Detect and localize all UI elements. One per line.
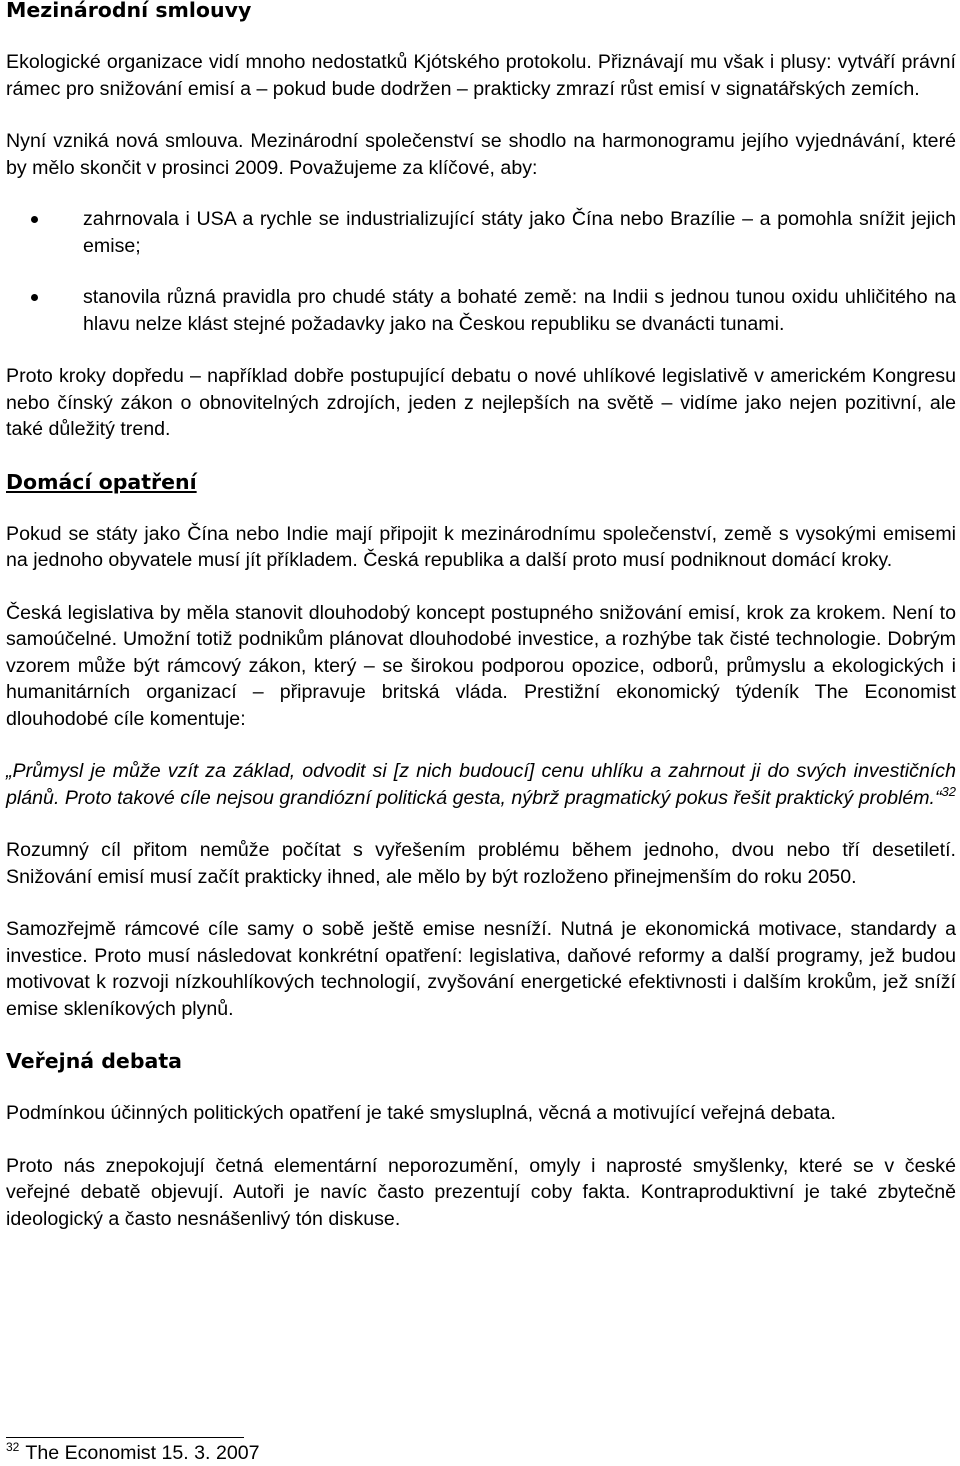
- paragraph: Rozumný cíl přitom nemůže počítat s vyřešením problému během jednoho, dvou nebo tří desetiletí. Snižování emisí musí začít prakticky ihned, ale mělo by být rozloženo přinejmenším do roku 2050.: [6, 839, 956, 888]
- footnote-reference[interactable]: 32: [941, 783, 956, 799]
- paragraph: Nyní vzniká nová smlouva. Mezinárodní společenství se shodlo na harmonogramu jejího vyjednávání, které by mělo skončit v prosinci 2009. Považujeme za klíčové, aby:: [6, 130, 956, 179]
- list-item: [6, 206, 956, 259]
- paragraph: Česká legislativa by měla stanovit dlouhodobý koncept postupného snižování emisí, krok za krokem. Není to samoúčelné. Umožní totiž podnikům plánovat dlouhodobé investice, a rozhýbe tak čisté technologie. Dobrým vzorem může být rámcový zákon, který – se širokou podporou opozice, odborů, průmyslu a ekologických i humanitárních organizací – připravuje britská vláda. Prestižní ekonomický týdeník The Economist dlouhodobé cíle komentuje:: [6, 601, 956, 730]
- section-heading-domestic-measures: Domácí opatření: [6, 469, 197, 494]
- section-heading-public-debate: Veřejná debata: [6, 1049, 182, 1073]
- list-item-text: zahrnovala i USA a rychle se industrializující státy jako Čína nebo Brazílie – a pomohla snížit jejich emise;: [83, 208, 956, 257]
- section-heading-international-treaties: Mezinárodní smlouvy: [6, 0, 252, 22]
- footnote-number: 32: [6, 1439, 20, 1454]
- paragraph: Pokud se státy jako Čína nebo Indie mají připojit k mezinárodnímu společenství, země s vysokými emisemi na jednoho obyvatele musí jít příkladem. Česká republika a další proto musí podniknout domácí kroky.: [6, 522, 956, 571]
- quotation-text: „Průmysl je může vzít za základ, odvodit si [z nich budoucí] cenu uhlíku a zahrnout ji do svých investičních plánů. Proto takové cíle nejsou grandiózní politická gesta, nýbrž pragmatický pokus řešit praktický problém.“: [6, 760, 956, 809]
- document-page: [6, 0, 956, 1464]
- footnote: [6, 1441, 260, 1465]
- footnote-divider: [6, 1437, 244, 1438]
- footnote-text: The Economist 15. 3. 2007: [25, 1442, 260, 1464]
- list-item: [6, 284, 956, 337]
- bullet-icon: [31, 294, 38, 301]
- quotation: [6, 758, 956, 811]
- paragraph: Proto nás znepokojují četná elementární neporozumění, omyly i naprosté smyšlenky, které se v české veřejné debatě objevují. Autoři je navíc často prezentují coby fakta. Kontraproduktivní je také zbytečně ideologický a často nesnášenlivý tón diskuse.: [6, 1154, 956, 1230]
- paragraph: Podmínkou účinných politických opatření je také smysluplná, věcná a motivující veřejná debata.: [6, 1102, 836, 1124]
- bullet-list: [6, 206, 956, 337]
- paragraph: Ekologické organizace vidí mnoho nedostatků Kjótského protokolu. Přiznávají mu však i plusy: vytváří právní rámec pro snižování emisí a – pokud bude dodržen – prakticky zmrazí růst emisí v signatářských zemích.: [6, 51, 956, 100]
- paragraph: Samozřejmě rámcové cíle samy o sobě ještě emise nesníží. Nutná je ekonomická motivace, standardy a investice. Proto musí následovat konkrétní opatření: legislativa, daňové reformy a další programy, jež budou motivovat k rozvoji nízkouhlíkových technologií, zvyšování energetické efektivnosti i dalším krokům, jež sníží emise skleníkových plynů.: [6, 918, 956, 1020]
- list-item-text: stanovila různá pravidla pro chudé státy a bohaté země: na Indii s jednou tunou oxidu uhličitého na hlavu nelze klást stejné požadavky jako na Českou republiku se dvanácti tunami.: [83, 286, 956, 335]
- bullet-icon: [31, 216, 38, 223]
- paragraph: Proto kroky dopředu – například dobře postupující debatu o nové uhlíkové legislativě v americkém Kongresu nebo čínský zákon o obnovitelných zdrojích, jeden z nejlepších na světě – vidíme jako nejen pozitivní, ale také důležitý trend.: [6, 365, 956, 440]
